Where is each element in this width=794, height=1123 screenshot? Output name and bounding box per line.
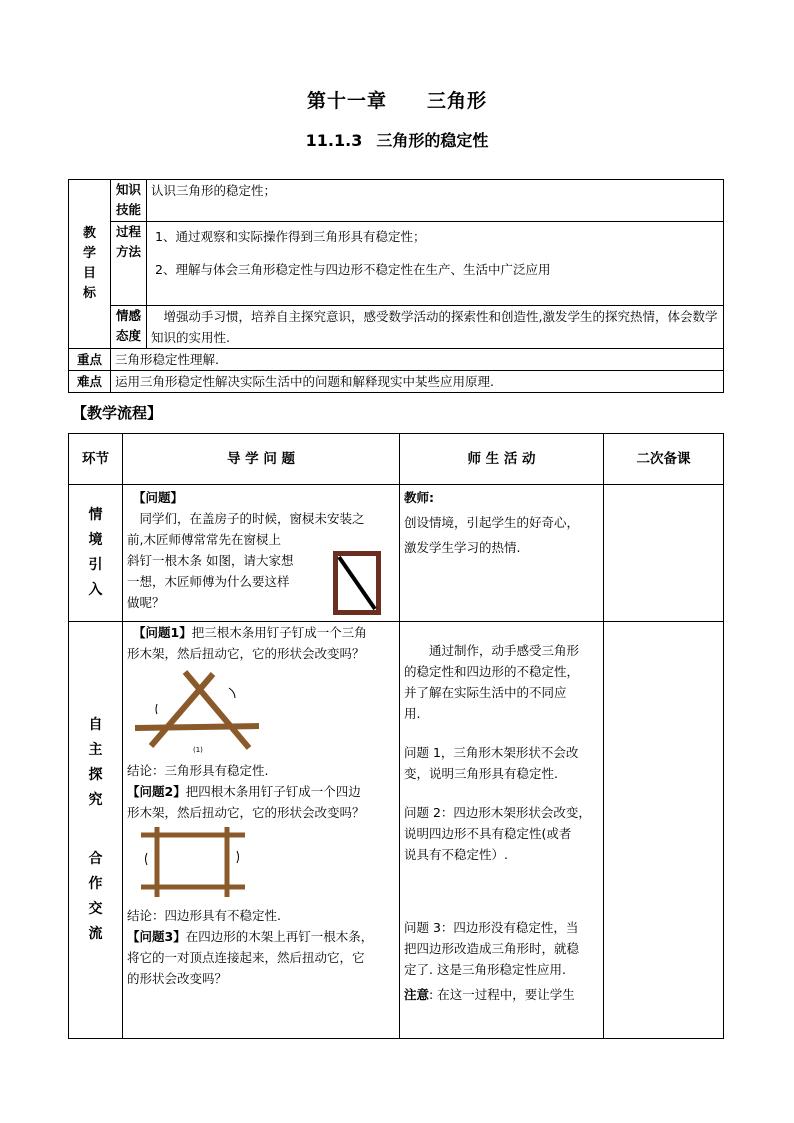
svg-text:(1): (1): [193, 746, 203, 754]
second-prep-cell-explore: [604, 622, 724, 1039]
objectives-table: [68, 179, 724, 393]
second-prep-cell-intro: [604, 485, 724, 622]
header-stage: 环节: [69, 434, 123, 485]
difficulty-text: 运用三角形稳定性解决实际生活中的问题和解释现实中某些应用原理.: [111, 371, 724, 393]
header-activities: 师 生 活 动: [400, 434, 604, 485]
question-cell-explore: 【问题1】把三根木条用钉子钉成一个三角 形木架，然后扭动它，它的形状会改变吗？ (1) 结论：三角形具有稳定性. 【问题2】把四根木条用钉子钉成一个四边 形木架，然后扭动它，它的形状会改变吗？ 结论：四边形具有不稳定性. 【问题3】在四边形的木架上再钉一根木条， 将它的一对顶点连接起来，然后扭动它，它 的形状会改变吗？: [123, 622, 400, 1039]
key-point-text: 三角形稳定性理解.: [111, 349, 724, 371]
section-name: 三角形的稳定性: [376, 131, 489, 150]
key-point-label: 重点: [69, 349, 111, 371]
window-frame-figure: [331, 549, 383, 617]
quadrilateral-frame-figure: [139, 825, 249, 899]
teaching-flow-table: [68, 433, 724, 1039]
section-number: 11.1.3: [305, 131, 363, 150]
activity-cell-explore: 通过制作，动手感受三角形 的稳定性和四边形的不稳定性， 并了解在实际生活中的不同应 用. 问题 1，三角形木架形状不会改 变，说明三角形具有稳定性. 问题 2：四边形木架形状会改变， 说明四边形不具有稳定性(或者 说具有不稳定性）. 问题 3：四边形没有稳定性，当 把四边形改造成三角形时，就稳 定了. 这是三角形稳定性应用. 注意: 在这一过程中，要让学生: [400, 622, 604, 1039]
stage-explore-collaborate: 自 主 探 究 合 作 交 流: [69, 622, 123, 1039]
teaching-flow-title: 【教学流程】: [72, 404, 163, 422]
objectives-side-label: 教 学 目 标: [69, 180, 111, 349]
question-cell-intro: 【问题】 同学们，在盖房子的时候，窗棂未安装之 前,木匠师傅常常先在窗棂上 斜钉一根木条 如图，请大家想 一想，木匠师傅为什么要这样 做呢？: [123, 485, 400, 622]
chapter-name: 三角形: [427, 90, 488, 112]
chapter-number: 第十一章: [306, 90, 387, 112]
objective-label-knowledge: 知识 技能: [111, 180, 147, 222]
activity-cell-intro: 教师: 创设情境，引起学生的好奇心， 激发学生学习的热情.: [400, 485, 604, 622]
header-second-prep: 二次备课: [604, 434, 724, 485]
stage-situation-intro: 情 境 引 入: [69, 485, 123, 622]
objective-text-process: 1、通过观察和实际操作得到三角形具有稳定性； 2、理解与体会三角形稳定性与四边形不稳定性在生产、生活中广泛应用: [147, 222, 724, 306]
triangle-frame-figure: [133, 668, 263, 754]
question-tag: 【问题】: [133, 490, 184, 505]
objective-label-attitude: 情感 态度: [111, 306, 147, 349]
objective-text-knowledge: 认识三角形的稳定性；: [147, 180, 724, 222]
section-title: [0, 128, 794, 151]
difficulty-label: 难点: [69, 371, 111, 393]
header-questions: 导 学 问 题: [123, 434, 400, 485]
objective-label-process: 过程 方法: [111, 222, 147, 306]
objective-text-attitude: 增强动手习惯，培养自主探究意识，感受数学活动的探索性和创造性,激发学生的探究热情，体会数学知识的实用性.: [147, 306, 724, 349]
chapter-title: [0, 86, 794, 113]
